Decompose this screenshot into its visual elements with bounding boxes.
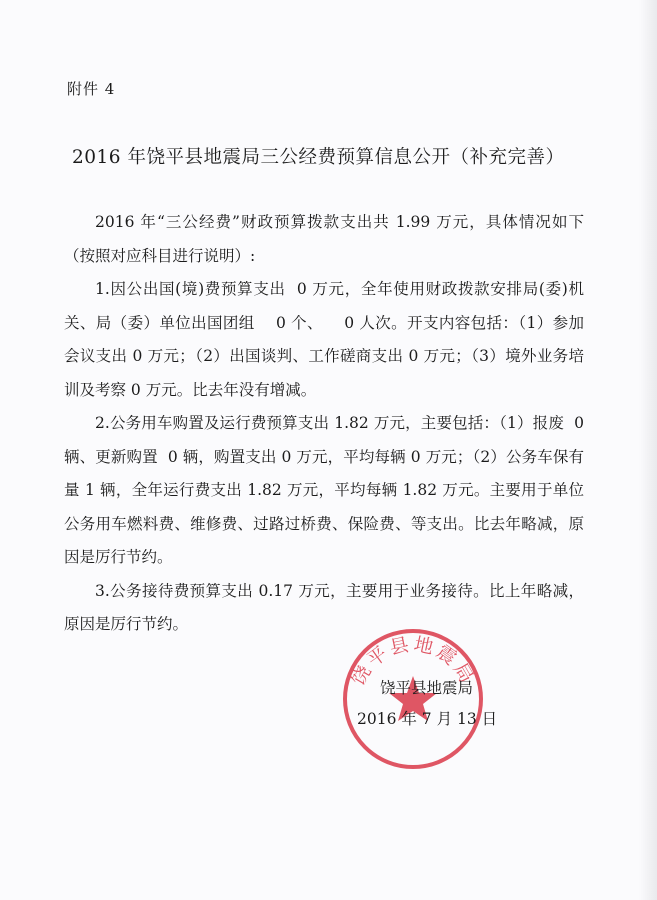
official-seal bbox=[338, 624, 488, 774]
signature-org: 饶平县地震局 bbox=[380, 679, 474, 697]
document-body bbox=[64, 206, 589, 642]
page-edge-shadow bbox=[639, 0, 657, 900]
paragraph-vehicles: 2.公务用车购置及运行费预算支出 1.82 万元，主要包括：（1）报废 0 辆、更新购置 0 辆，购置支出 0 万元，平均每辆 0 万元；（2）公务车保有量 1 辆，全年运行费支出 1.82 万元，平均每辆 1.82 万元。主要用于单位公务用车燃料费、维修费、过路过桥费、保险费、等支出。比去年略减，原因是厉行节约。 bbox=[64, 414, 589, 566]
paragraph-intro: 2016 年“三公经费”财政预算拨款支出共 1.99 万元，具体情况如下（按照对应科目进行说明）: bbox=[64, 213, 584, 265]
seal-text: 饶平县地震局 bbox=[347, 633, 479, 690]
paragraph-overseas: 1.因公出国(境)费预算支出 0 万元，全年使用财政拨款安排局(委)机关、局（委）单位出国团组 0 个、 0 人次。开支内容包括：（1）参加会议支出 0 万元；（2）出国谈判、工作磋商支出 0 万元；（3）境外业务培训及考察 0 万元。比去年没有增减。 bbox=[64, 280, 584, 399]
signature-date: 2016 年 7 月 13 日 bbox=[357, 710, 498, 728]
document-title: 2016 年饶平县地震局三公经费预算信息公开（补充完善） bbox=[72, 147, 565, 168]
paragraph-reception: 3.公务接待费预算支出 0.17 万元，主要用于业务接待。比上年略减，原因是厉行节约。 bbox=[64, 581, 584, 633]
attachment-label: 附件 4 bbox=[67, 80, 116, 98]
